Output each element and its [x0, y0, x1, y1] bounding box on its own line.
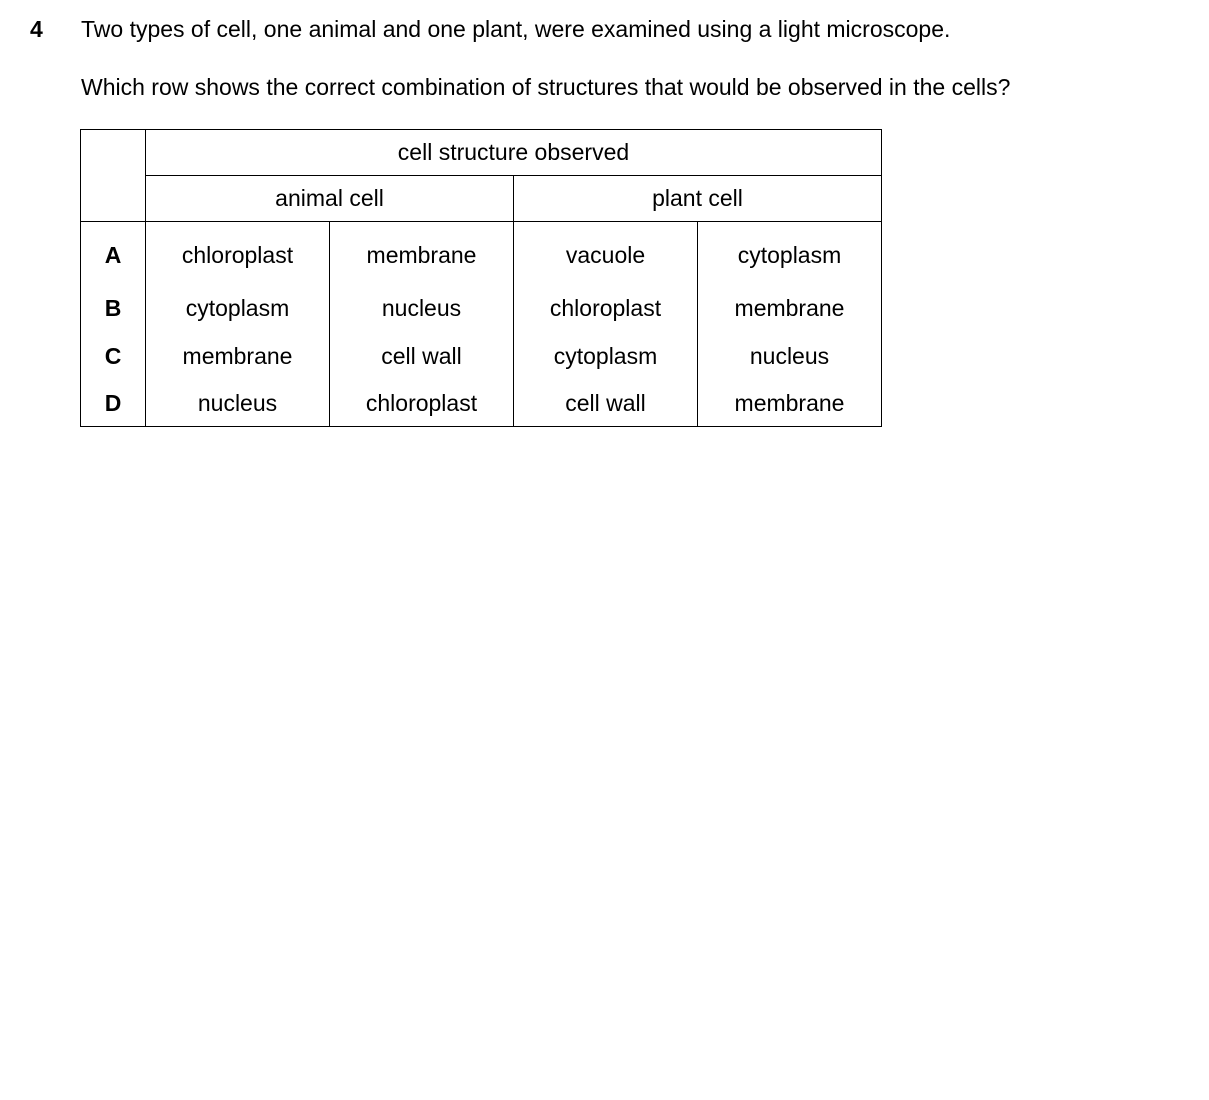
- plant-structure-2: membrane: [698, 380, 882, 427]
- animal-structure-1: nucleus: [146, 380, 330, 427]
- plant-structure-2: nucleus: [698, 332, 882, 380]
- plant-structure-2: membrane: [698, 284, 882, 332]
- option-letter: C: [81, 332, 146, 380]
- question-stem: Two types of cell, one animal and one plant, were examined using a light microscope.: [81, 16, 951, 42]
- question-prompt: Which row shows the correct combination of structures that would be observed in the cells?: [81, 74, 1011, 100]
- option-letter: B: [81, 284, 146, 332]
- table-corner-cell: [81, 130, 146, 222]
- plant-cell-header: plant cell: [514, 176, 882, 222]
- plant-structure-1: cell wall: [514, 380, 698, 427]
- answer-options-table: [80, 129, 882, 427]
- animal-cell-header: animal cell: [146, 176, 514, 222]
- option-letter: A: [81, 222, 146, 285]
- plant-structure-1: vacuole: [514, 222, 698, 285]
- animal-structure-1: chloroplast: [146, 222, 330, 285]
- animal-structure-2: chloroplast: [330, 380, 514, 427]
- option-row-a[interactable]: [81, 222, 882, 285]
- plant-structure-2: cytoplasm: [698, 222, 882, 285]
- question-number: 4: [30, 16, 43, 42]
- animal-structure-2: cell wall: [330, 332, 514, 380]
- option-row-d[interactable]: [81, 380, 882, 427]
- plant-structure-1: cytoplasm: [514, 332, 698, 380]
- option-letter: D: [81, 380, 146, 427]
- table-header: cell structure observed: [146, 130, 882, 176]
- animal-structure-1: cytoplasm: [146, 284, 330, 332]
- option-row-b[interactable]: [81, 284, 882, 332]
- option-row-c[interactable]: [81, 332, 882, 380]
- animal-structure-2: membrane: [330, 222, 514, 285]
- animal-structure-2: nucleus: [330, 284, 514, 332]
- animal-structure-1: membrane: [146, 332, 330, 380]
- plant-structure-1: chloroplast: [514, 284, 698, 332]
